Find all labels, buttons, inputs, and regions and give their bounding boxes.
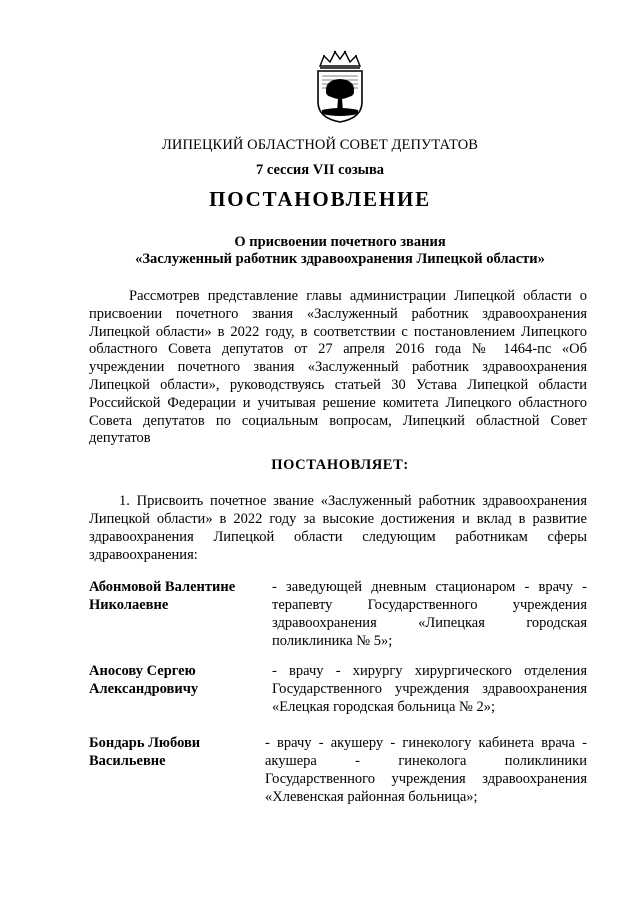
subject-line-2: «Заслуженный работник здравоохранения Липецкой области»: [135, 251, 545, 267]
document-subject: [80, 234, 600, 268]
awardee-name: [89, 662, 259, 698]
document-type: ПОСТАНОВЛЕНИЕ: [209, 187, 431, 211]
lipetsk-region-emblem-icon: [314, 48, 366, 124]
preamble-paragraph: Рассмотрев представление главы администрации Липецкой области о присвоении почетного звания «Заслуженный работник здравоохранения Липецкой области» в 2022 году, в соответствии с постановлением Липецкого областного Совета депутатов от 27 апреля 2016 года № 1464-пс «Об учреждении почетного звания «Заслуженный работник здравоохранения Липецкой области», руководствуясь статьей 30 Устава Липецкой области Российской Федерации и учитывая решение комитета Липецкого областного Совета депутатов по социальным вопросам, Липецкий областной Совет депутатов: [89, 288, 587, 447]
awardee-name: [89, 734, 259, 770]
awardee-position: - заведующей дневным стационаром - врачу - терапевту Государственного учреждения здравоохранения «Липецкая городская поликлиника № 5»;: [272, 579, 587, 649]
awardee-name-line-1: Абонмовой Валентине: [89, 579, 236, 595]
awardee-name-line-1: Аносову Сергею: [89, 663, 196, 679]
clause-1-paragraph: 1. Присвоить почетное звание «Заслуженный работник здравоохранения Липецкой области» в 2022 году за высокие достижения и вклад в развитие здравоохранения Липецкой области следующим работникам сферы здравоохранения:: [89, 493, 587, 563]
awardee-name: [89, 578, 259, 614]
council-name: ЛИПЕЦКИЙ ОБЛАСТНОЙ СОВЕТ ДЕПУТАТОВ: [161, 137, 479, 153]
awardee-name-line-2: Васильевне: [89, 753, 166, 769]
awardee-position: - врачу - акушеру - гинекологу кабинета врача - акушера - гинеколога поликлиники Государственного учреждения здравоохранения «Хлевенская районная больница»;: [265, 735, 587, 805]
awardee-name-line-2: Александровичу: [89, 681, 199, 697]
session-number: 7 сессия VII созыва: [255, 162, 385, 178]
awardee-name-line-1: Бондарь Любови: [89, 735, 201, 751]
subject-line-1: О присвоении почетного звания: [234, 234, 446, 250]
awardee-position: - врачу - хирургу хирургического отделения Государственного учреждения здравоохранения «Елецкая городская больница № 2»;: [272, 663, 587, 715]
awardee-name-line-2: Николаевне: [89, 597, 169, 613]
resolves-heading: ПОСТАНОВЛЯЕТ:: [271, 457, 409, 473]
